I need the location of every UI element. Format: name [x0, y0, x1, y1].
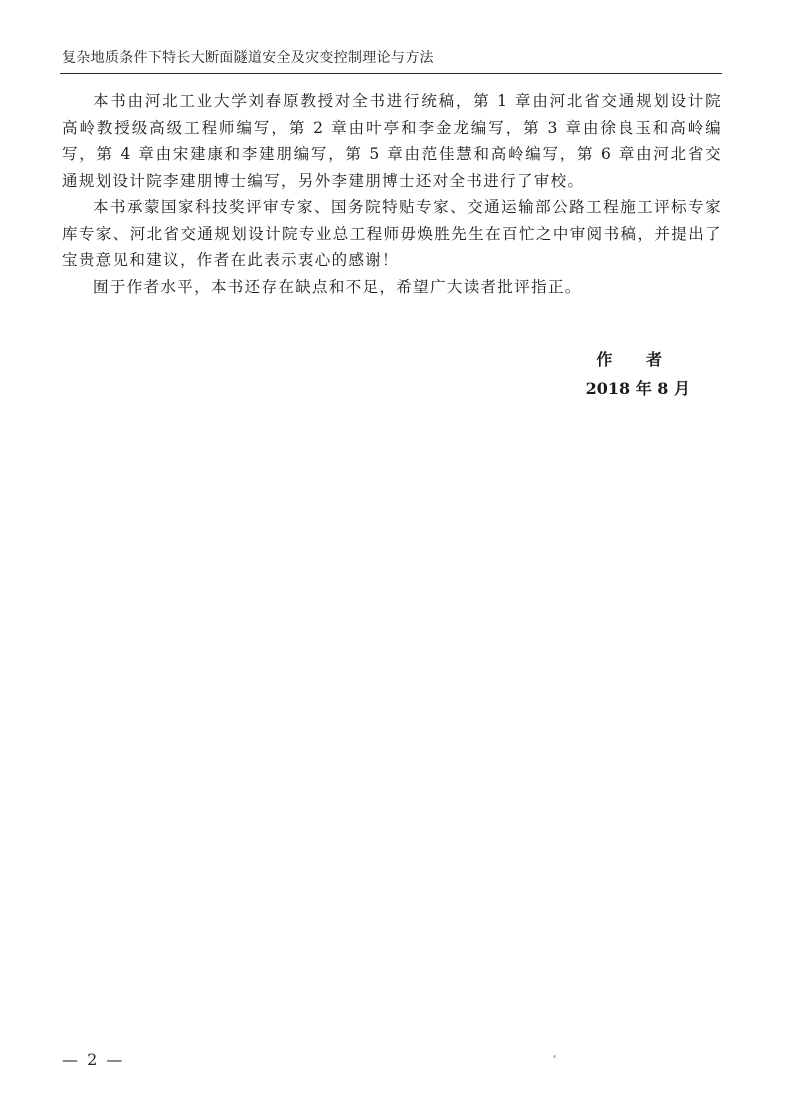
scan-speck — [553, 1055, 556, 1058]
signature-author: 作 者 — [596, 350, 676, 369]
page-number: — 2 — — [62, 1050, 125, 1069]
body-text — [62, 88, 722, 300]
paragraph-closing: 囿于作者水平，本书还存在缺点和不足，希望广大读者批评指正。 — [93, 277, 582, 296]
paragraph-acknowledgement: 本书承蒙国家科技奖评审专家、国务院特贴专家、交通运输部公路工程施工评标专家库专家、河北省交通规划设计院专业总工程师毋焕胜先生在百忙之中审阅书稿，并提出了宝贵意见和建议，作者在此表示衷心的感谢！ — [62, 198, 722, 269]
running-header-title: 复杂地质条件下特长大断面隧道安全及灾变控制理论与方法 — [62, 50, 434, 66]
signature-date: 2018 年 8 月 — [585, 379, 690, 398]
header-rule — [60, 73, 722, 74]
signature-block — [586, 345, 690, 403]
paragraph-authors: 本书由河北工业大学刘春原教授对全书进行统稿，第 1 章由河北省交通规划设计院高岭教授级高级工程师编写，第 2 章由叶亭和李金龙编写，第 3 章由徐良玉和高岭编写，第 4 章由宋建康和李建朋编写，第 5 章由范佳慧和高岭编写，第 6 章由河北省交通规划设计院李建朋博士编写，另外李建朋博士还对全书进行了审校。 — [62, 92, 722, 190]
